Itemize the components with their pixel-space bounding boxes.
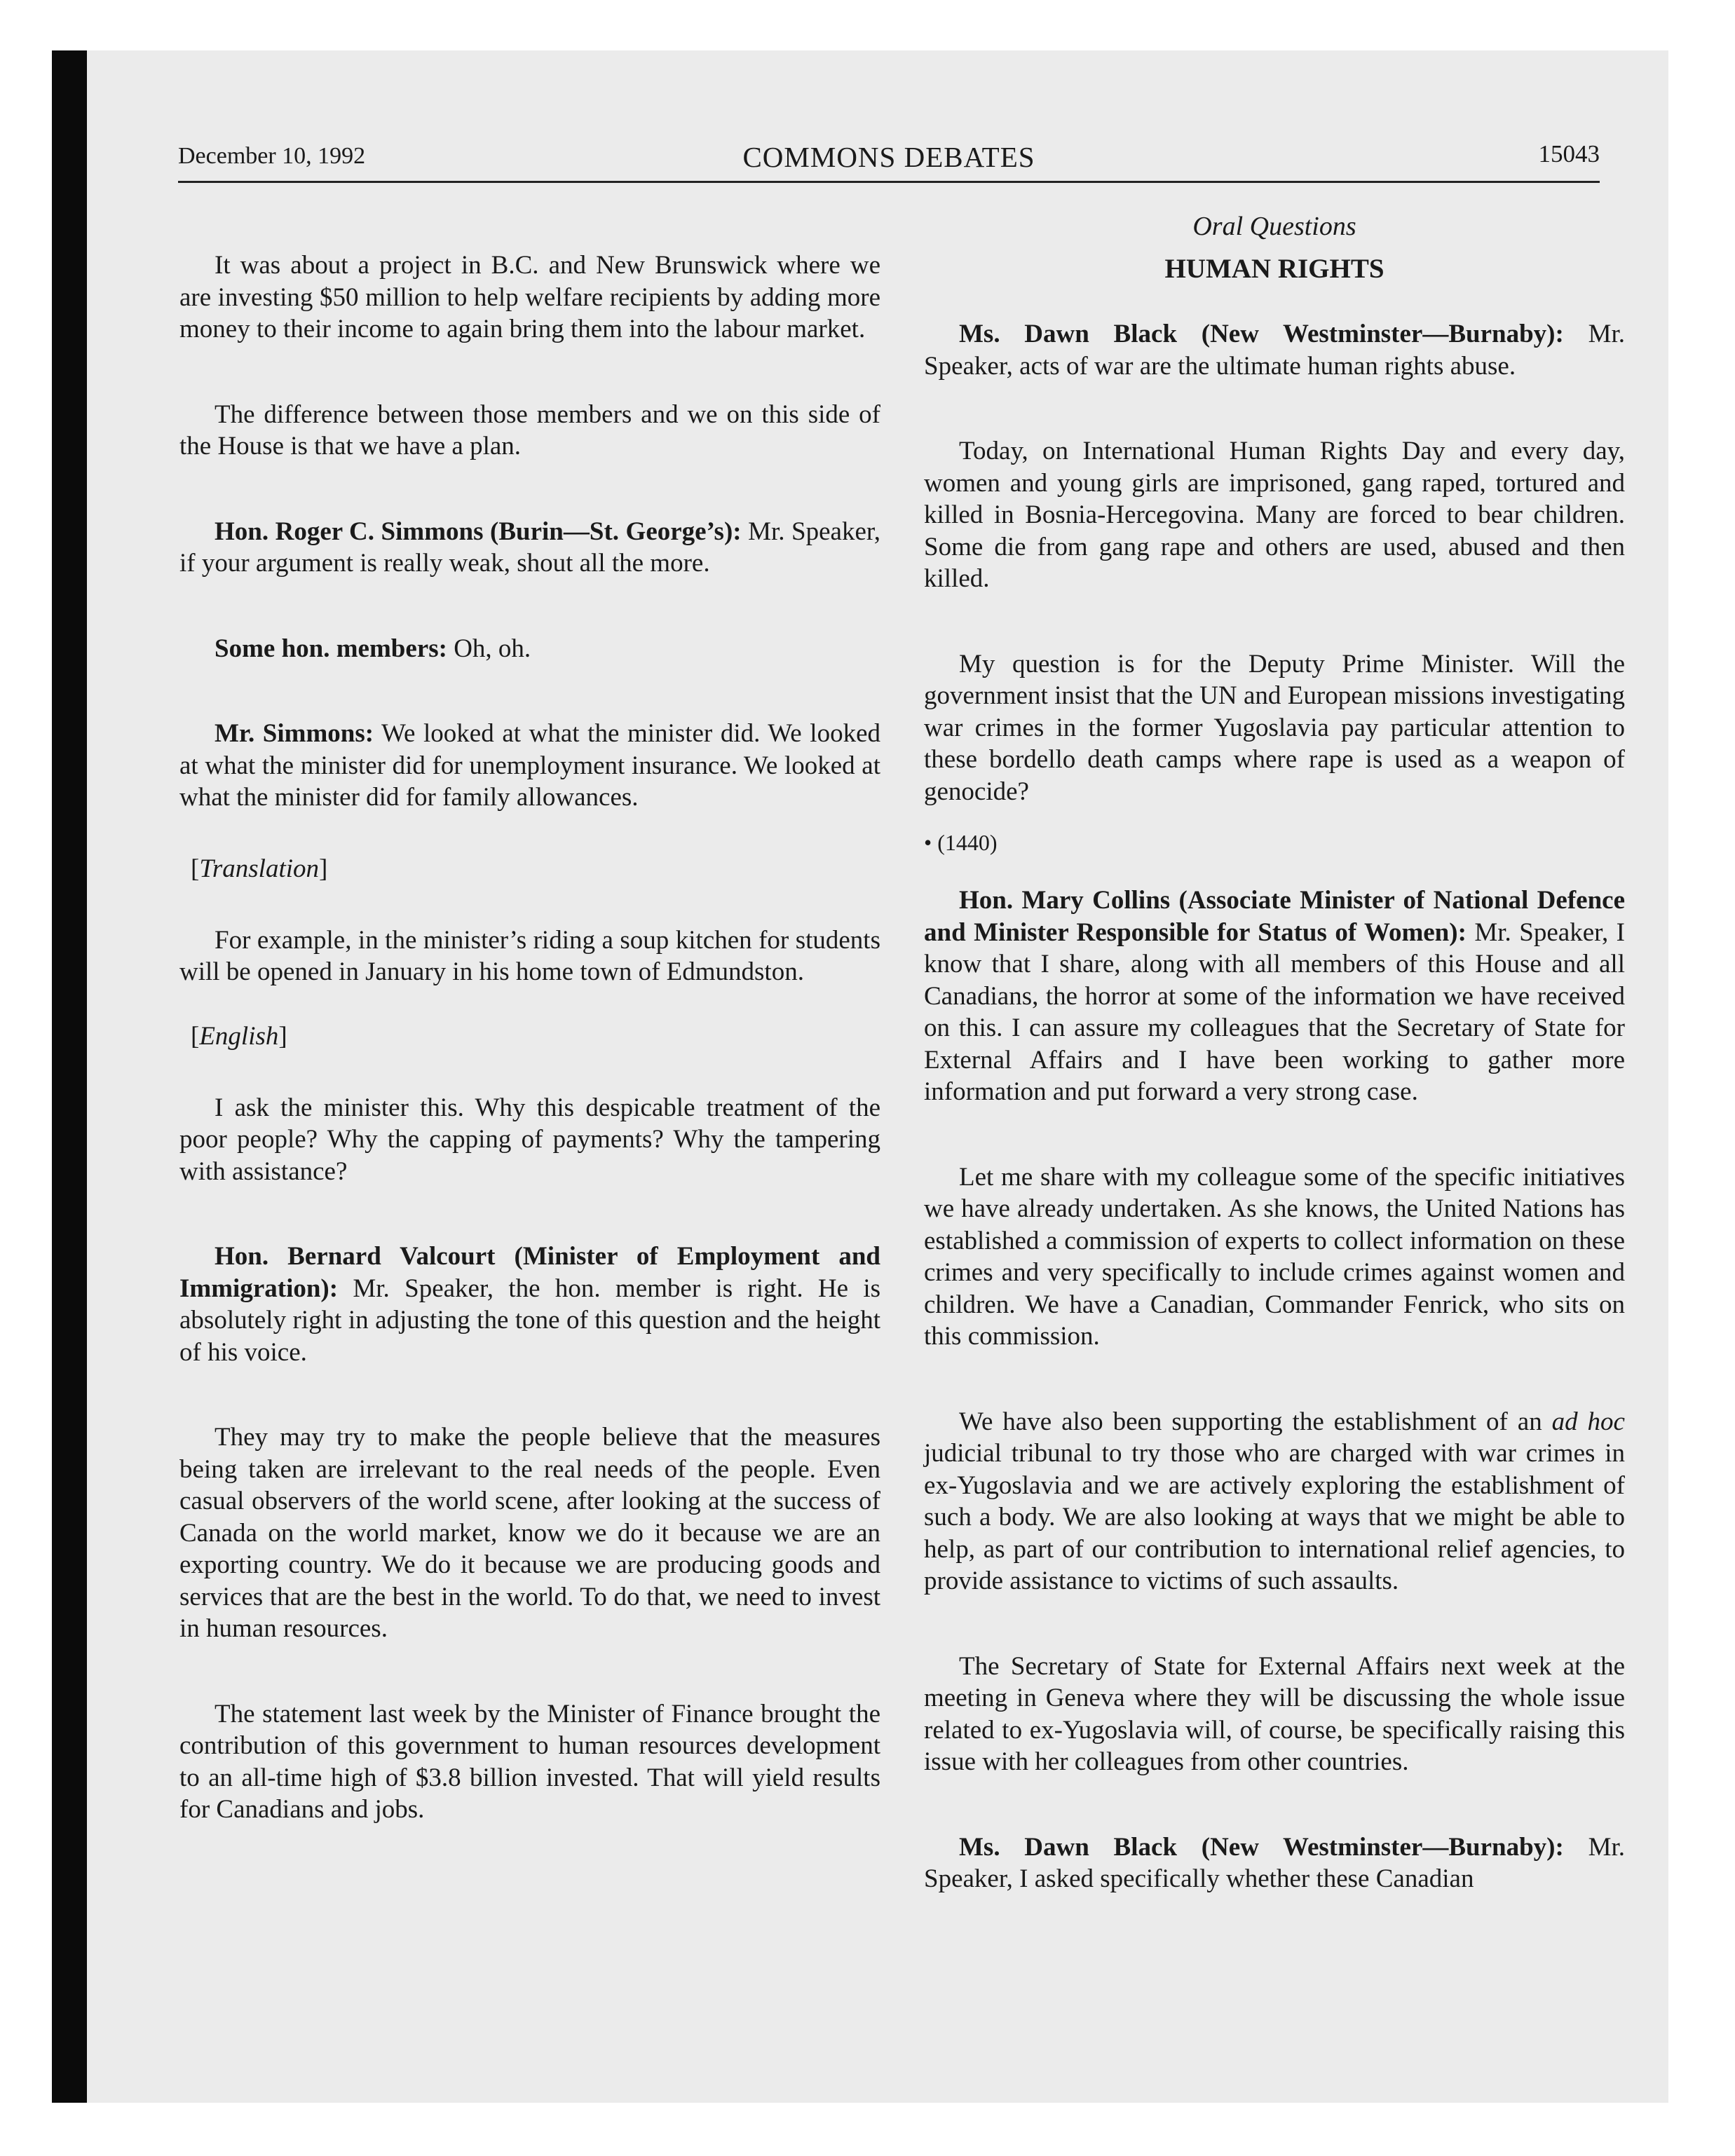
speech-paragraph (924, 885, 1625, 1108)
header-date: December 10, 1992 (178, 143, 366, 169)
speaker-name: Some hon. members: (215, 634, 447, 663)
speaker-name: Ms. Dawn Black (New Westminster—Burnaby): (959, 320, 1564, 348)
english-label: [English] (191, 1021, 287, 1051)
paragraph: We have also been supporting the establishment of an ad hoc judicial tribunal to try those who are charged with war crimes in ex-Yugoslavia and we are actively exploring the establishment of such a body. We are also looking at ways that we might be able to help, as part of our contribution to international relief agencies, to provide assistance to victims of such assaults. (924, 1407, 1625, 1595)
topic-heading: HUMAN RIGHTS (1164, 254, 1384, 284)
paragraph: It was about a project in B.C. and New Brunswick where we are investing $50 million to help welfare recipients by adding more money to their income to again bring them into the labour market. (179, 251, 880, 343)
speech-paragraph (179, 1241, 880, 1368)
speech-text: Mr. Speaker, the hon. member is right. He is absolutely right in adjusting the tone of this question and the height of his voice. (179, 1274, 880, 1367)
paragraph: The difference between those members and we on this side of the House is that we have a plan. (179, 400, 880, 460)
paragraph: For example, in the minister’s riding a soup kitchen for students will be opened in January in his home town of Edmundston. (179, 925, 880, 986)
speaker-name: Mr. Simmons: (215, 719, 374, 748)
speech-paragraph (179, 718, 880, 814)
speech-text: Mr. Speaker, acts of war are the ultimate human rights abuse. (924, 320, 1625, 381)
speaker-name: Hon. Mary Collins (Associate Minister of National Defence and Minister Responsible for Status of Women): (924, 886, 1625, 947)
page-header (178, 140, 1600, 181)
speech-paragraph (179, 633, 880, 665)
speech-paragraph (924, 1831, 1625, 1895)
paragraph: Let me share with my colleague some of the specific initiatives we have already undertaken. As she knows, the United Nations has established a commission of experts to collect information on these crimes and very specifically to include crimes against women and children. We have a Canadian, Commander Fenrick, who sits on this commission. (924, 1162, 1625, 1351)
paragraph: My question is for the Deputy Prime Minister. Will the government insist that the UN and European missions investigating war crimes in the former Yugoslavia pay particular attention to these bordello death camps where rape is used as a weapon of genocide? (924, 649, 1625, 806)
paragraph: Today, on International Human Rights Day and every day, women and young girls are imprisoned, gang raped, tortured and killed in Bosnia-Hercegovina. Many are forced to bear children. Some die from gang rape and others are used, abused and then killed. (924, 437, 1625, 593)
speech-text: Oh, oh. (447, 634, 531, 663)
speech-paragraph (924, 318, 1625, 382)
italic-term: ad hoc (1551, 1407, 1625, 1436)
speaker-name: Hon. Roger C. Simmons (Burin—St. George’s): (215, 517, 742, 546)
right-column (924, 210, 1625, 1895)
scan-edge-shadow (52, 50, 87, 2103)
timestamp-marker: • (1440) (924, 830, 998, 855)
speaker-name: Hon. Bernard Valcourt (Minister of Employment and Immigration): (179, 1242, 880, 1303)
paragraph: The statement last week by the Minister of Finance brought the contribution of this government to human resources development to an all-time high of $3.8 billion invested. That will yield results for Canadians and jobs. (179, 1699, 880, 1824)
speech-text: Mr. Speaker, if your argument is really weak, shout all the more. (179, 517, 880, 578)
speaker-name: Ms. Dawn Black (New Westminster—Burnaby): (959, 1832, 1564, 1862)
paragraph: I ask the minister this. Why this despicable treatment of the poor people? Why the capping of payments? Why the tampering with assistance? (179, 1093, 880, 1186)
speech-text: Mr. Speaker, I know that I share, along with all members of this House and all Canadians, the horror at some of the information we have received on this. I can assure my colleagues that the Secretary of State for External Affairs and I have been working to gather more information and put forward a very strong case. (924, 917, 1625, 1106)
speech-paragraph (179, 516, 880, 580)
speech-text: Mr. Speaker, I asked specifically whether these Canadian (924, 1832, 1625, 1893)
left-column (179, 210, 880, 1826)
header-page-number: 15043 (1538, 140, 1600, 168)
header-rule (178, 181, 1600, 183)
section-heading: Oral Questions (1192, 212, 1356, 241)
translation-label: [Translation] (191, 854, 328, 883)
paragraph: They may try to make the people believe that the measures being taken are irrelevant to the real needs of the people. Even casual observers of the world scene, after looking at the success of Canada on the world market, know we do it because we are an exporting country. We do it because we are producing goods and services that are the best in the world. To do that, we need to invest in human resources. (179, 1423, 880, 1643)
header-title: COMMONS DEBATES (742, 141, 1035, 173)
paragraph: The Secretary of State for External Affairs next week at the meeting in Geneva where they will be discussing the whole issue related to ex-Yugoslavia will, of course, be specifically raising this issue with her colleagues from other countries. (924, 1651, 1625, 1776)
speech-text: We looked at what the minister did. We looked at what the minister did for unemployment insurance. We looked at what the minister did for family allowances. (179, 719, 881, 812)
